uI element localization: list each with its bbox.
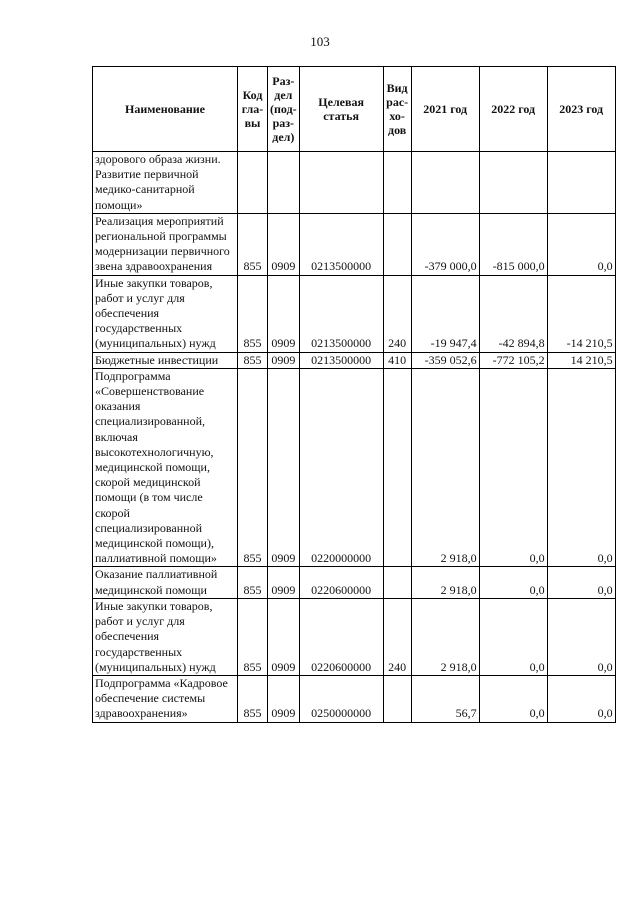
cell-chapter: 855 [238,567,268,598]
cell-y2022: 0,0 [479,598,547,675]
cell-chapter: 855 [238,352,268,368]
cell-chapter: 855 [238,675,268,722]
header-name: Наименование [93,67,238,152]
cell-expense [383,152,411,214]
cell-y2021: -379 000,0 [411,213,479,275]
cell-name: Оказание паллиативной медицинской помощи [93,567,238,598]
table-row [93,368,616,567]
cell-y2021: -19 947,4 [411,275,479,352]
cell-section: 0909 [268,675,300,722]
cell-section: 0909 [268,567,300,598]
table-row [93,598,616,675]
cell-y2023: 0,0 [547,213,615,275]
cell-target: 0213500000 [299,352,383,368]
cell-section: 0909 [268,368,300,567]
page-number: 103 [310,34,330,49]
cell-y2021: 2 918,0 [411,598,479,675]
cell-y2023 [547,152,615,214]
cell-target: 0213500000 [299,275,383,352]
header-2021: 2021 год [411,67,479,152]
header-2022: 2022 год [479,67,547,152]
cell-y2021: -359 052,6 [411,352,479,368]
cell-name: Иные закупки товаров, работ и услуг для обеспечения государственных (муниципальных) нужд [93,275,238,352]
cell-expense [383,213,411,275]
cell-chapter: 855 [238,368,268,567]
cell-y2022: 0,0 [479,567,547,598]
cell-name: Подпрограмма «Совершенствование оказания специализированной, включая высокотехнологичную, медицинской помощи, скорой медицинской помощи (в том числе скорой специализированной медицинской помощи), паллиативной помощи» [93,368,238,567]
header-2023: 2023 год [547,67,615,152]
cell-expense [383,567,411,598]
header-row [93,67,616,152]
header-target: Целевая статья [299,67,383,152]
cell-name: Реализация мероприятий региональной программы модернизации первичного звена здравоохранения [93,213,238,275]
cell-y2023: 0,0 [547,567,615,598]
cell-y2023: 0,0 [547,675,615,722]
cell-name: Подпрограмма «Кадровое обеспечение системы здравоохранения» [93,675,238,722]
cell-y2022: 0,0 [479,675,547,722]
cell-y2022: 0,0 [479,368,547,567]
table-row [93,567,616,598]
cell-target [299,152,383,214]
cell-target: 0213500000 [299,213,383,275]
cell-y2022: -772 105,2 [479,352,547,368]
cell-chapter: 855 [238,598,268,675]
table-row [93,675,616,722]
table-row [93,352,616,368]
cell-y2021: 56,7 [411,675,479,722]
table-row [93,213,616,275]
cell-y2021: 2 918,0 [411,368,479,567]
cell-chapter [238,152,268,214]
cell-expense: 240 [383,598,411,675]
cell-name: Иные закупки товаров, работ и услуг для обеспечения государственных (муниципальных) нужд [93,598,238,675]
cell-y2022: -42 894,8 [479,275,547,352]
cell-y2023: -14 210,5 [547,275,615,352]
header-expense: Вид рас-хо-дов [383,67,411,152]
budget-table [92,66,616,723]
cell-section [268,152,300,214]
cell-expense: 240 [383,275,411,352]
cell-expense [383,368,411,567]
cell-y2022 [479,152,547,214]
cell-section: 0909 [268,213,300,275]
cell-section: 0909 [268,352,300,368]
cell-section: 0909 [268,598,300,675]
table-row [93,275,616,352]
cell-chapter: 855 [238,213,268,275]
cell-target: 0220600000 [299,567,383,598]
cell-y2023: 0,0 [547,598,615,675]
cell-expense: 410 [383,352,411,368]
cell-expense [383,675,411,722]
cell-target: 0250000000 [299,675,383,722]
header-section: Раз-дел (под-раз-дел) [268,67,300,152]
cell-target: 0220600000 [299,598,383,675]
cell-name: Бюджетные инвестиции [93,352,238,368]
cell-y2021 [411,152,479,214]
cell-section: 0909 [268,275,300,352]
cell-name: здорового образа жизни. Развитие первичной медико-санитарной помощи» [93,152,238,214]
cell-target: 0220000000 [299,368,383,567]
cell-y2023: 14 210,5 [547,352,615,368]
cell-y2021: 2 918,0 [411,567,479,598]
cell-y2023: 0,0 [547,368,615,567]
table-row [93,152,616,214]
cell-chapter: 855 [238,275,268,352]
header-chapter: Код гла-вы [238,67,268,152]
cell-y2022: -815 000,0 [479,213,547,275]
